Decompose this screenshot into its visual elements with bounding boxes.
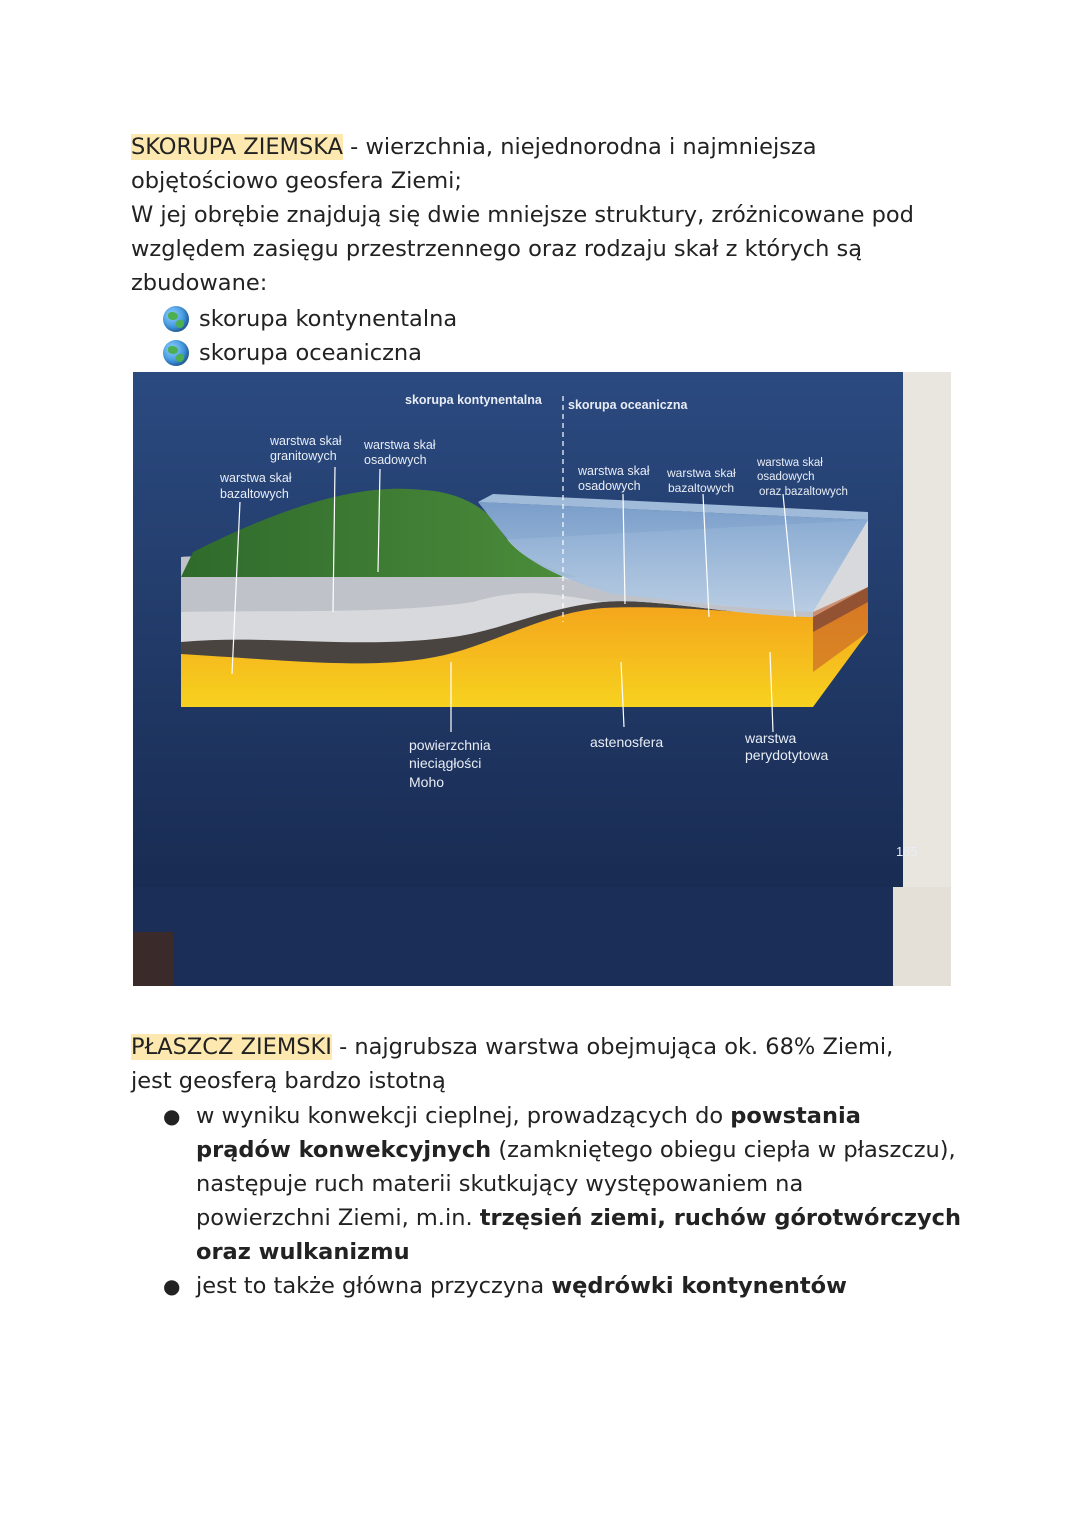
label-basalt-land-2: bazaltowych	[220, 487, 289, 501]
bullet-text	[196, 1269, 847, 1303]
label-asthenosphere: astenosfera	[590, 734, 664, 750]
bullet-icon: ●	[163, 1104, 181, 1128]
text-line: względem zasięgu przestrzennego oraz rodzaju skał z których są	[131, 236, 863, 262]
bullet-icon: ●	[163, 1274, 181, 1298]
text-line: W jej obrębie znajdują się dwie mniejsze struktury, zróżnicowane pod	[131, 202, 914, 228]
list-item-label: skorupa kontynentalna	[199, 306, 458, 332]
label-sediment-ocean-1: warstwa skał	[578, 464, 650, 478]
text-line: objętościowo geosfera Ziemi;	[131, 168, 462, 194]
text-run-bold: powstania	[730, 1103, 861, 1129]
text-run: w wyniku konwekcji cieplnej, prowadzących do	[196, 1103, 731, 1129]
text-run: powierzchni Ziemi, m.in.	[196, 1205, 480, 1231]
label-peridotite-2: perydotytowa	[745, 747, 829, 763]
bullet-text	[196, 1099, 961, 1269]
label-moho-3: Moho	[409, 774, 445, 790]
label-moho-1: powierzchnia	[409, 737, 491, 753]
page-number: 185	[896, 844, 918, 859]
text-run-bold: wędrówki kontynentów	[551, 1273, 847, 1299]
text-run-bold: prądów konwekcyjnych	[196, 1137, 492, 1163]
label-sediment-basalt-3: oraz bazaltowych	[759, 486, 848, 498]
text-run: jest to także główna przyczyna	[196, 1273, 552, 1299]
heading-mantle: PŁASZCZ ZIEMSKI	[131, 1034, 332, 1060]
label-sediment-land-2: osadowych	[364, 453, 427, 467]
section-mantle-intro	[131, 1030, 961, 1098]
label-peridotite-1: warstwa	[745, 730, 797, 746]
label-sediment-basalt-1: warstwa skał	[757, 457, 823, 469]
label-moho-2: nieciągłości	[409, 755, 482, 771]
text-line: - najgrubsza warstwa obejmująca ok. 68% Ziemi,	[331, 1034, 894, 1060]
label-basalt-ocean-2: bazaltowych	[668, 481, 735, 495]
earth-crust-diagram-photo	[133, 372, 951, 986]
text-run-bold: trzęsień ziemi, ruchów górotwórczych	[479, 1205, 962, 1231]
list-item	[163, 1099, 963, 1269]
text-line: jest geosferą bardzo istotną	[131, 1068, 446, 1094]
label-sediment-ocean-2: osadowych	[578, 479, 641, 493]
globe-icon	[163, 340, 189, 366]
crust-types-list	[163, 302, 457, 370]
list-item	[163, 1269, 963, 1303]
text-run: (zamkniętego obiegu ciepła w płaszczu),	[491, 1137, 956, 1163]
label-continental-crust: skorupa kontynentalna	[405, 393, 542, 407]
globe-icon	[163, 306, 189, 332]
mantle-bullet-list	[163, 1099, 963, 1303]
text-run-bold: oraz wulkanizmu	[196, 1239, 410, 1265]
text-line: - wierzchnia, niejednorodna i najmniejsza	[343, 134, 817, 160]
label-granite-1: warstwa skał	[270, 434, 342, 448]
label-basalt-land-1: warstwa skał	[220, 471, 292, 485]
section-crust-intro	[131, 130, 961, 300]
list-item	[163, 302, 457, 336]
text-line: następuje ruch materii skutkujący występowaniem na	[196, 1171, 804, 1197]
heading-crust: SKORUPA ZIEMSKA	[131, 134, 344, 160]
text-line: zbudowane:	[131, 270, 268, 296]
label-basalt-ocean-1: warstwa skał	[667, 466, 736, 480]
label-sediment-land-1: warstwa skał	[364, 438, 436, 452]
list-item	[163, 336, 457, 370]
label-granite-2: granitowych	[270, 449, 337, 463]
label-sediment-basalt-2: osadowych	[757, 471, 815, 483]
list-item-label: skorupa oceaniczna	[199, 340, 422, 366]
label-oceanic-crust: skorupa oceaniczna	[568, 398, 688, 412]
